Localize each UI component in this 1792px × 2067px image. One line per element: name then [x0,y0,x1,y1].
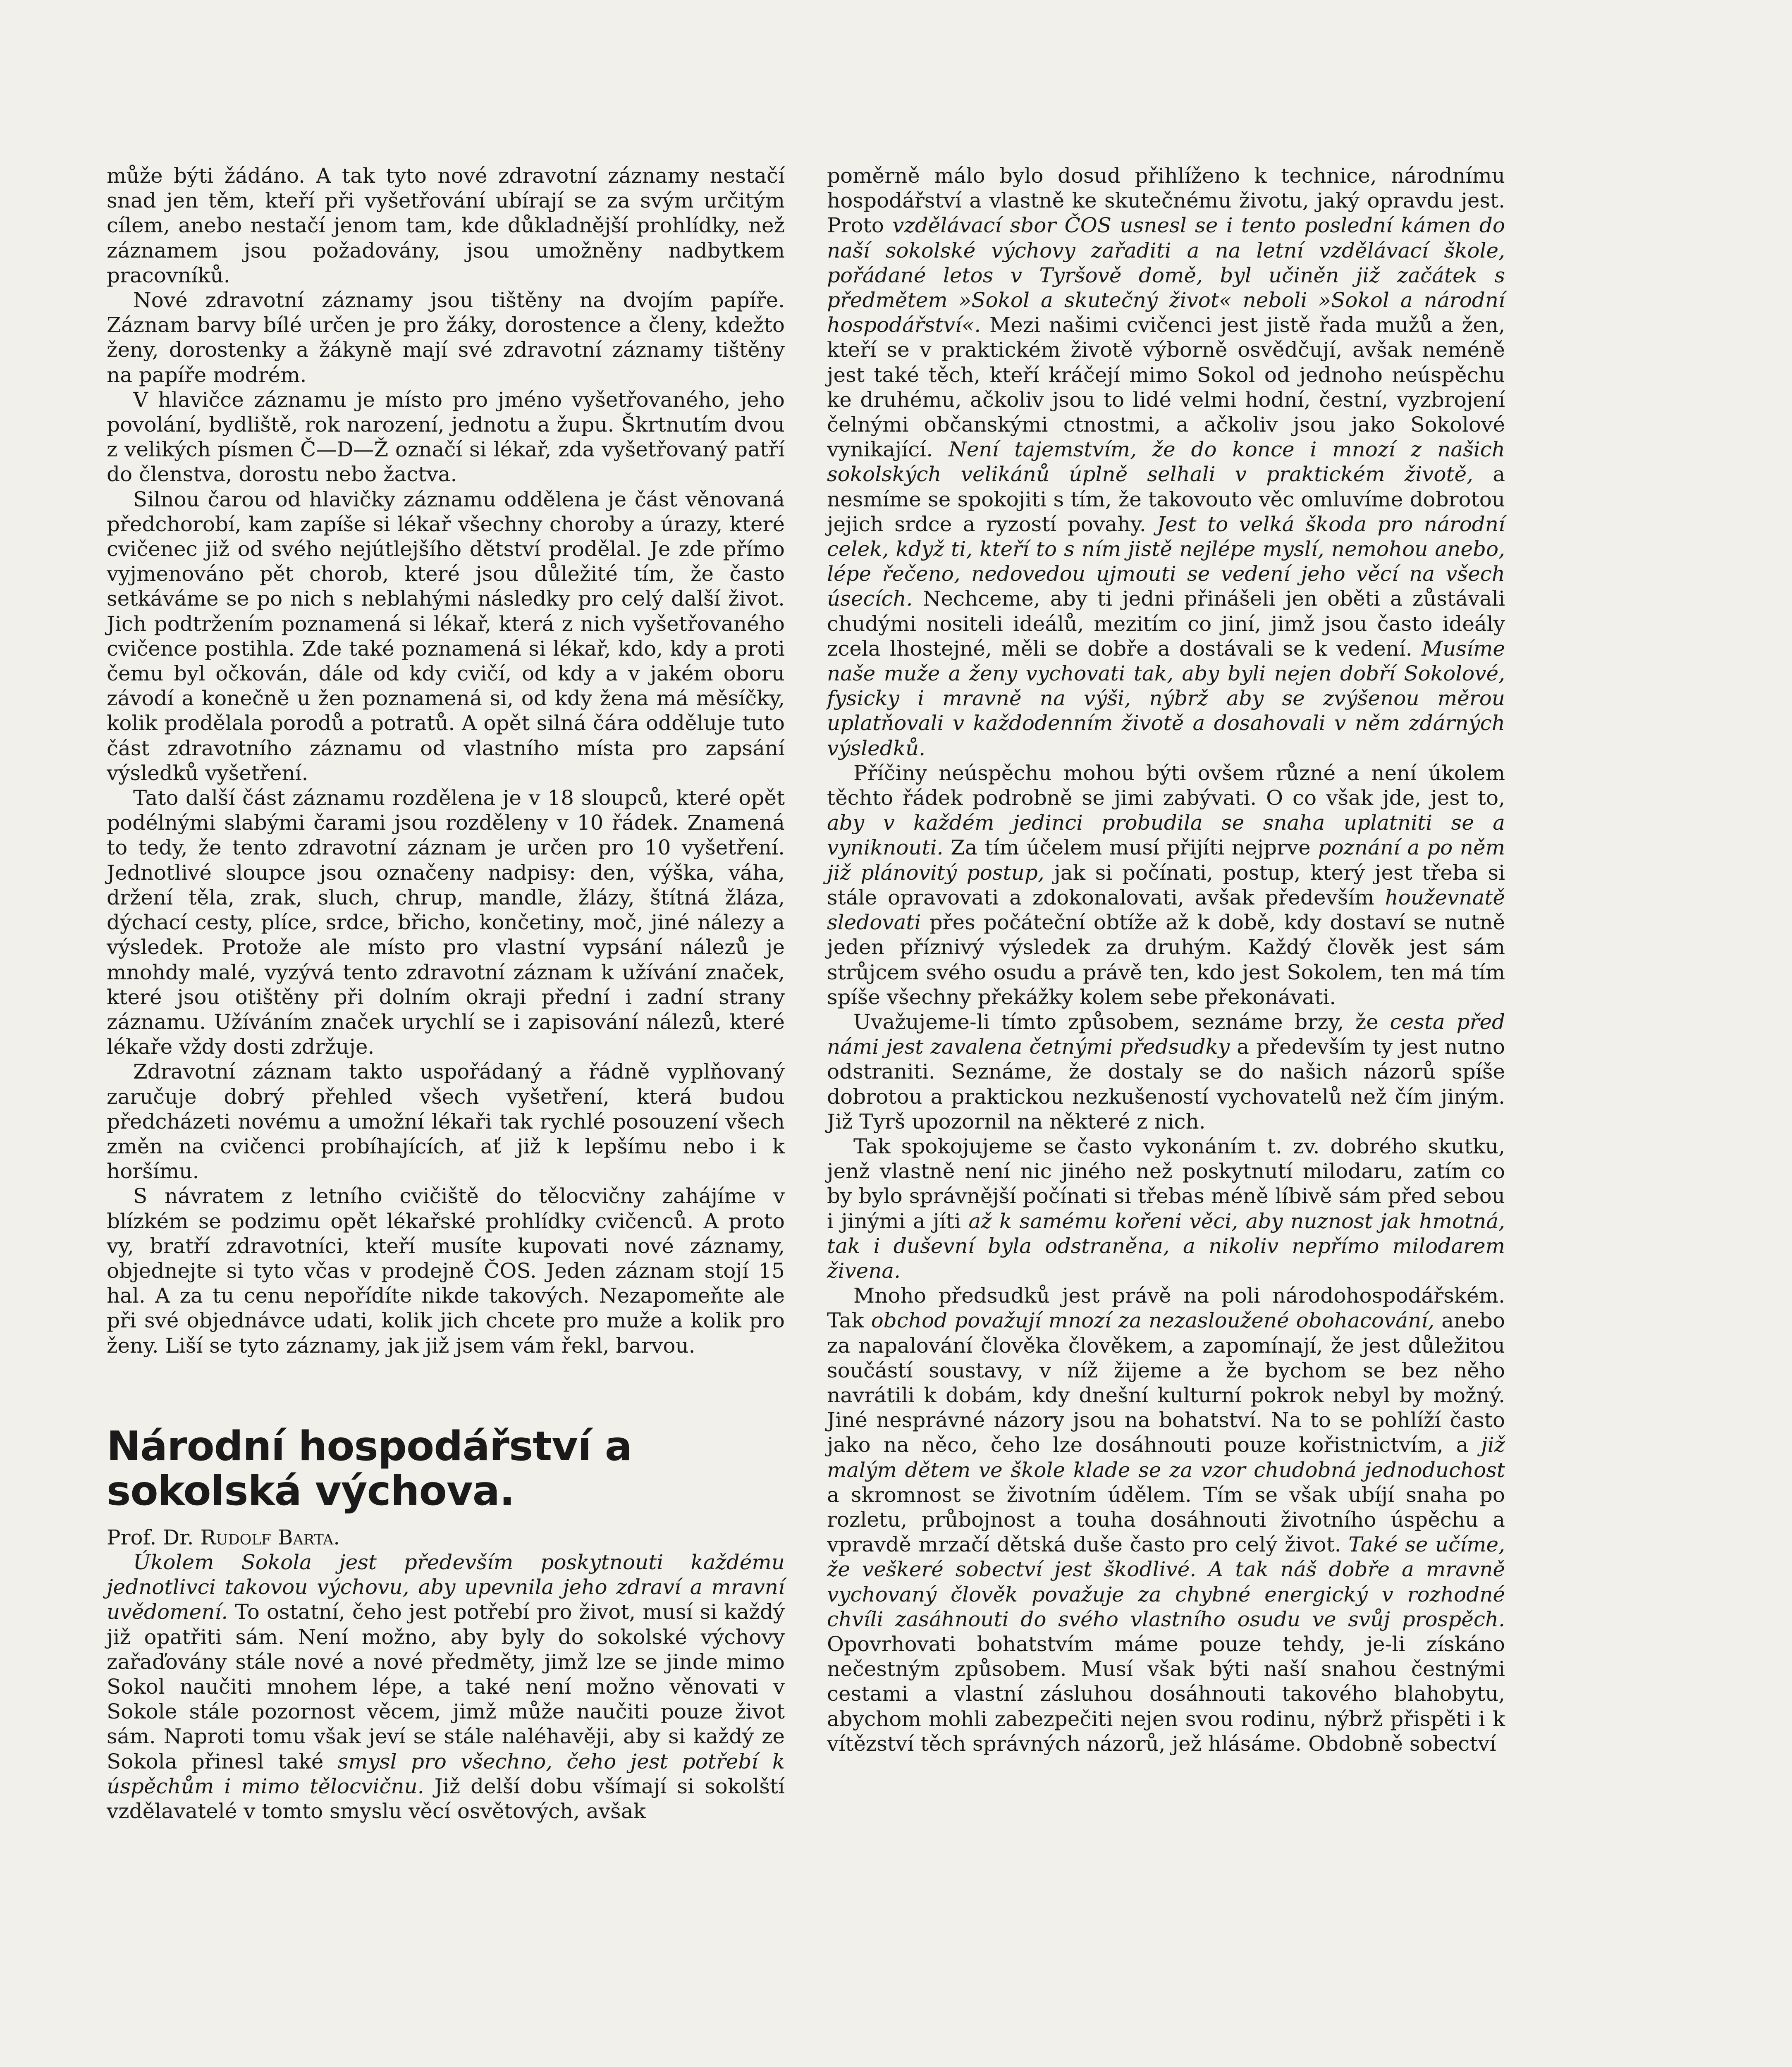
body-text: Nechceme, aby ti jedni přinášeli jen oběti a zůstávali chudými nositeli ideálů, mezitím co jiní, jimž jsou často ideály zcela lhostejné, měli se dobře a dostávali se k vedení. [827,587,1505,661]
paragraph [827,163,1505,761]
paragraph [107,1550,785,1824]
paragraph [827,761,1505,1010]
italic-text: Musíme naše muže a ženy vychovati tak, aby byli nejen dobří Sokolové, fysicky i mravně na výši, nýbrž aby se zvýšenou měrou uplatňovali v každodenním životě a dosahovali v něm zdárných výsledků. [827,636,1505,760]
article-title: Národní hospodářství a sokolská výchova. [107,1423,632,1515]
paragraph: Silnou čarou od hlavičky záznamu oddělena je část věnovaná předchorobí, kam zapíše si lékař všechny choroby a úrazy, které cvičenec již od svého nejútlejšího dětství prodělal. Je zde přímo vyjmenováno pět chorob, které jsou důležité tím, že často setkáváme se po nich s neblahými následky pro celý další život. Jich podtržením poznamená si lékař, která z nich vyšetřovaného cvičence postihla. Zde také poznamená si lékař, kdo, kdy a proti čemu byl očkován, dále od kdy cvičí, od kdy a v jakém oboru závodí a konečně u žen poznamená si, od kdy žena má měsíčky, kolik prodělala porodů a potratů. A opět silná čára odděluje tuto část zdravotního záznamu od vlastního místa pro zapsání výsledků vyšetření. [107,487,785,785]
paragraph [827,1134,1505,1283]
italic-text: Úkolem Sokola jest především poskytnouti každému jednotlivci takovou výchovu, aby upevnila jeho zdraví a mravní uvědomení. [107,1550,785,1624]
body-text: Mezi našimi cvičenci jest jistě řada mužů a žen, kteří se v praktickém životě výborně osvědčují, avšak neméně jest také těch, kteří kráčejí mimo Sokol od jednoho neúspěchu ke druhému, ačkoliv jsou to lidé velmi hodní, čestní, vyzbrojení čelnými občanskými ctnostmi, a ačkoliv jsou jako Sokolové vynikající. [827,313,1505,462]
body-text: Příčiny neúspěchu mohou býti ovšem různé a není úkolem těchto řádek podrobně se jimi zabývati. O co však jde, jest to, [827,761,1505,810]
author-prefix: Prof. Dr. [107,1525,194,1549]
paragraph: S návratem z letního cvičiště do tělocvičny zahájíme v blízkém se podzimu opět lékařské prohlídky cvičenců. A proto vy, bratří zdravotníci, kteří musíte kupovati nové záznamy, objednejte si tyto včas v prodejně ČOS. Jeden záznam stojí 15 hal. A za tu cenu nepořídíte nikde takových. Nezapomeňte ale při své objednávce udati, kolik jich chcete pro muže a kolik pro ženy. Liší se tyto záznamy, jak již jsem vám řekl, barvou. [107,1184,785,1358]
paragraph: Zdravotní záznam takto uspořádaný a řádně vyplňovaný zaručuje dobrý přehled všech vyšetření, která budou předcházeti novému a umožní lékaři tak rychlé posouzení všech změn na cvičenci probíhajících, ať již k lepšímu nebo i k horšímu. [107,1060,785,1184]
body-text: a především ty jest nutno odstraniti. Seznáme, že dostaly se do našich názorů spíše dobrotou a praktickou nezkušeností vychovatelů než čím jiným. Již Tyrš upozornil na některé z nich. [827,1035,1505,1134]
italic-text: smysl pro všechno, čeho jest potřebí k úspěchům i mimo tělocvičnu. [107,1749,785,1798]
body-text: Uvažujeme-li tímto způsobem, seznáme brzy, že [853,1010,1390,1034]
paragraph: Nové zdravotní záznamy jsou tištěny na dvojím papíře. Záznam barvy bílé určen je pro žáky, dorostence a členy, kdežto ženy, dorostenky a žákyně mají své zdravotní záznamy tištěny na papíře modrém. [107,288,785,387]
italic-text: poznání a po něm již plánovitý postup, [827,835,1505,885]
body-text: a skromnost se životním údělem. Tím se však ubíjí snaha po rozletu, průbojnost a touha dosáhnouti životního úspěchu a vpravdě mrzačí dětská duše často pro celý život. [827,1482,1505,1557]
italic-text: Není tajemstvím, že do konce i mnozí z našich sokolských velikánů úplně selhali v praktickém životě, [827,437,1505,487]
body-text: jak si počínati, postup, který jest třeba si stále opravovati a zdokonalovati, avšak především [827,860,1505,909]
italic-text: Také se učíme, že veškeré sobectví jest škodlivé. A tak náš dobře a mravně vychovaný člověk považuje za chybné energický v rozhodné chvíli zasáhnouti do svého vlastního osudu ve svůj prospěch. [827,1532,1505,1631]
paragraph [827,1010,1505,1134]
body-text: anebo za napalování člověka člověkem, a zapomínají, že jest důležitou součástí soustavy, v níž žijeme a že bychom se bez něho navrátili k dobám, kdy dnešní kulturní pokrok nebyl by možný. Jiné nesprávné názory jsou na bohatství. Na to se pohlíží často jako na něco, čeho lze dosáhnouti pouze kořistnictvím, a [827,1308,1505,1457]
body-text: Již delší dobu všímají si sokolští vzdělavatelé v tomto smyslu věcí osvětových, avšak [107,1774,785,1823]
body-text: To ostatní, čeho jest potřebí pro život, musí si každý již opatřiti sám. Není možno, aby byly do sokolské výchovy zařaďovány stále nové a nové předměty, jimž lze se jinde mimo Sokol naučiti mnohem lépe, a také není možno věnovati v Sokole stále pozornost věcem, jimž může naučiti pouze život sám. Naproti tomu však jeví se stále naléhavěji, aby si každý ze Sokola přinesl také [107,1600,785,1773]
body-text: přes počáteční obtíže až k době, kdy dostaví se nutně jeden příznivý výsledek za druhým. Každý člověk jest sám strůjcem svého osudu a právě ten, kdo jest Sokolem, ten má tím spíše všechny překážky kolem sebe překonávati. [827,910,1505,1009]
italic-text: aby v každém jedinci probudila se snaha uplatniti se a vyniknouti. [827,811,1505,860]
body-text: Mnoho předsudků jest právě na poli národohospodářském. Tak [827,1284,1505,1333]
italic-text: až k samému kořeni věci, aby nuznost jak hmotná, tak i duševní byla odstraněna, a nikoliv nepřímo milodarem živena. [827,1209,1505,1283]
author-name: Rudolf Barta. [200,1525,340,1549]
italic-text: již malým dětem ve škole klade se za vzor chudobná jednoduchost [827,1433,1505,1482]
body-text: poměrně málo bylo dosud přihlíženo k technice, národnímu hospodářství a vlastně ke skutečnému životu, jaký opravdu jest. Proto [827,164,1505,238]
italic-text: Jest to velká škoda pro národní celek, když ti, kteří to s ním jistě nejlépe myslí, nemohou anebo, lépe řečeno, nedovedou ujmouti se vedení jeho věcí na všech úsecích. [827,512,1505,611]
paragraph: může býti žádáno. A tak tyto nové zdravotní záznamy nestačí snad jen těm, kteří při vyšetřování ubírají se za svým určitým cílem, anebo nestačí jenom tam, kde důkladnější prohlídky, než záznamem jsou požadovány, jsou umožněny nadbytkem pracovníků. [107,164,785,287]
body-text: Tak spokojujeme se často vykonáním t. zv. dobrého skutku, jenž vlastně není nic jiného než poskytnutí milodaru, zatím co by bylo správnější počínati si třebas méně líbivě sám před sebou i jinými a jíti [827,1134,1505,1233]
body-text: Opovrhovati bohatstvím máme pouze tehdy, je-li získáno nečestným způsobem. Musí však býti naší snahou čestnými cestami a vlastní zásluhou dosáhnouti takového blahobytu, abychom mohli zabezpečiti nejen svou rodinu, nýbrž přispěti i k vítězství těch správných názorů, jež hlásáme. Obdobně sobectví [827,1632,1505,1756]
paragraph: Tato další část záznamu rozdělena je v 18 sloupců, které opět podélnými slabými čarami jsou rozděleny v 10 řádek. Znamená to tedy, že tento zdravotní záznam je určen pro 10 vyšetření. Jednotlivé sloupce jsou označeny nadpisy: den, výška, váha, držení těla, zrak, sluch, chrup, mandle, žlázy, štítná žláza, dýchací cesty, plíce, srdce, břicho, končetiny, moč, jiné nálezy a výsledek. Protože ale místo pro vlastní vypsání nálezů je mnohdy malé, vyzývá tento zdravotní záznam k užívání značek, které jsou otištěny při dolním okraji přední i zadní strany záznamu. Užíváním značek urychlí se i zapisování nálezů, které lékaře vždy dosti zdržuje. [107,786,785,1059]
body-text: Za tím účelem musí přijíti nejprve [943,835,1318,860]
italic-text: houževnatě sledovati [827,885,1505,935]
right-column [827,163,1505,1756]
left-column [107,163,785,1824]
italic-text: vzdělávací sbor ČOS usnesl se i tento poslední kámen do naší sokolské výchovy zařaditi a na letní vzdělávací škole, pořádané letos v Tyršově domě, byl učiněn již začátek s předmětem »Sokol a skutečný život« neboli »Sokol a národní hospodářství«. [827,213,1505,337]
body-text: a nesmíme se spokojiti s tím, že takovouto věc omluvíme dobrotou jejich srdce a ryzostí povahy. [827,462,1505,536]
italic-text: obchod považují mnozí za nezasloužené obohacování, [871,1308,1435,1333]
article-author [107,1525,785,1550]
paragraph [827,1283,1505,1756]
paragraph: V hlavičce záznamu je místo pro jméno vyšetřovaného, jeho povolání, bydliště, rok narození, jednotu a župu. Škrtnutím dvou z velikých písmen Č—D—Ž označí si lékař, zda vyšetřovaný patří do členstva, dorostu nebo žactva. [107,387,785,487]
italic-text: cesta před námi jest zavalena četnými předsudky [827,1010,1505,1059]
